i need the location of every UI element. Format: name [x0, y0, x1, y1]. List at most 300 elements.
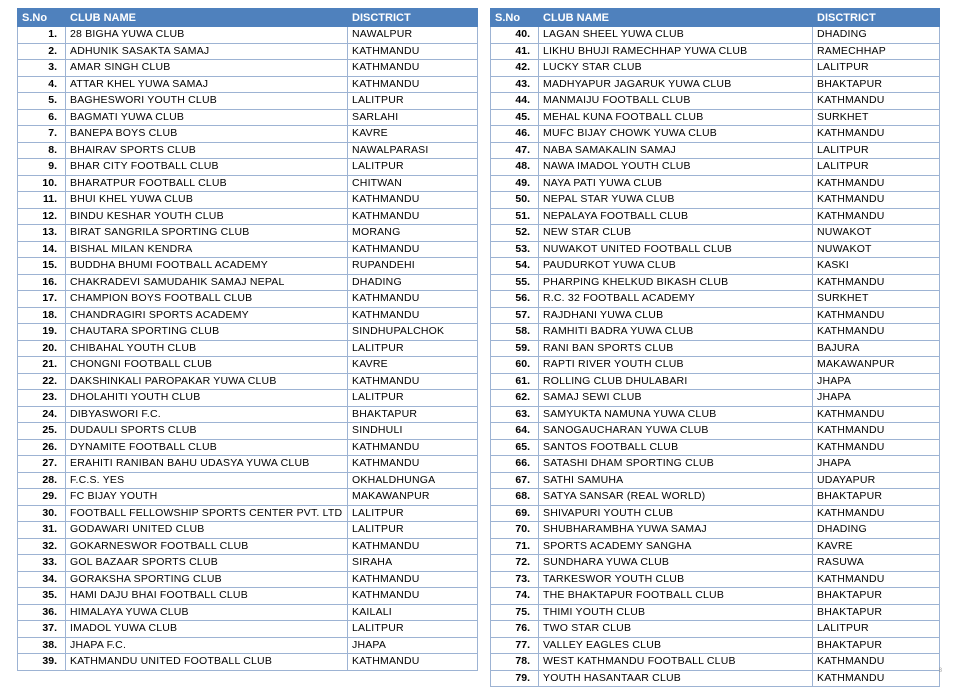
- table-row: [18, 505, 478, 522]
- table-row: [491, 27, 940, 44]
- row-club-name: CHANDRAGIRI SPORTS ACADEMY: [66, 307, 348, 324]
- row-district: KATHMANDU: [813, 324, 940, 341]
- row-district: SINDHUPALCHOK: [348, 324, 478, 341]
- row-club-name: BIRAT SANGRILA SPORTING CLUB: [66, 225, 348, 242]
- table-row: [18, 588, 478, 605]
- row-club-name: BHAR CITY FOOTBALL CLUB: [66, 159, 348, 176]
- row-district: KATHMANDU: [348, 571, 478, 588]
- row-club-name: MUFC BIJAY CHOWK YUWA CLUB: [539, 126, 813, 143]
- row-sno: 16.: [18, 274, 66, 291]
- table-row: [491, 225, 940, 242]
- row-district: KATHMANDU: [813, 192, 940, 209]
- row-club-name: SATYA SANSAR (REAL WORLD): [539, 489, 813, 506]
- row-sno: 74.: [491, 588, 539, 605]
- row-sno: 52.: [491, 225, 539, 242]
- row-sno: 57.: [491, 307, 539, 324]
- row-club-name: IMADOL YUWA CLUB: [66, 621, 348, 638]
- table-row: [18, 538, 478, 555]
- row-sno: 76.: [491, 621, 539, 638]
- row-district: KATHMANDU: [348, 456, 478, 473]
- row-district: KATHMANDU: [348, 76, 478, 93]
- row-sno: 39.: [18, 654, 66, 671]
- table-row: [18, 489, 478, 506]
- row-district: KATHMANDU: [813, 307, 940, 324]
- row-club-name: THE BHAKTAPUR FOOTBALL CLUB: [539, 588, 813, 605]
- row-club-name: HIMALAYA YUWA CLUB: [66, 604, 348, 621]
- table-row: [18, 192, 478, 209]
- row-club-name: NAWA IMADOL YOUTH CLUB: [539, 159, 813, 176]
- header-sno: S.No: [491, 9, 539, 27]
- table-row: [18, 27, 478, 44]
- row-sno: 73.: [491, 571, 539, 588]
- table-row: [18, 357, 478, 374]
- row-club-name: NEPAL STAR YUWA CLUB: [539, 192, 813, 209]
- row-district: KAVRE: [348, 126, 478, 143]
- row-sno: 50.: [491, 192, 539, 209]
- row-sno: 41.: [491, 43, 539, 60]
- row-district: NAWALPUR: [348, 27, 478, 44]
- row-club-name: BINDU KESHAR YOUTH CLUB: [66, 208, 348, 225]
- table-row: [491, 291, 940, 308]
- row-club-name: SHIVAPURI YOUTH CLUB: [539, 505, 813, 522]
- header-sno: S.No: [18, 9, 66, 27]
- table-row: [491, 621, 940, 638]
- row-sno: 43.: [491, 76, 539, 93]
- row-sno: 17.: [18, 291, 66, 308]
- row-sno: 51.: [491, 208, 539, 225]
- table-row: [18, 390, 478, 407]
- row-sno: 26.: [18, 439, 66, 456]
- row-district: MORANG: [348, 225, 478, 242]
- page-number: 8: [938, 668, 942, 674]
- table-row: [491, 604, 940, 621]
- table-row: [18, 439, 478, 456]
- row-sno: 77.: [491, 637, 539, 654]
- table-row: [491, 208, 940, 225]
- row-sno: 5.: [18, 93, 66, 110]
- row-club-name: DAKSHINKALI PAROPAKAR YUWA CLUB: [66, 373, 348, 390]
- row-club-name: BISHAL MILAN KENDRA: [66, 241, 348, 258]
- table-row: [18, 241, 478, 258]
- header-row: [18, 9, 478, 27]
- row-district: KATHMANDU: [813, 423, 940, 440]
- table-row: [18, 423, 478, 440]
- row-club-name: TWO STAR CLUB: [539, 621, 813, 638]
- row-district: KATHMANDU: [348, 241, 478, 258]
- row-district: SURKHET: [813, 109, 940, 126]
- row-club-name: CHIBAHAL YOUTH CLUB: [66, 340, 348, 357]
- table-row: [18, 76, 478, 93]
- row-district: LALITPUR: [348, 93, 478, 110]
- table-row: [18, 159, 478, 176]
- row-club-name: LUCKY STAR CLUB: [539, 60, 813, 77]
- row-sno: 36.: [18, 604, 66, 621]
- row-club-name: MEHAL KUNA FOOTBALL CLUB: [539, 109, 813, 126]
- row-district: KATHMANDU: [813, 505, 940, 522]
- row-sno: 14.: [18, 241, 66, 258]
- table-row: [18, 258, 478, 275]
- row-club-name: GOKARNESWOR FOOTBALL CLUB: [66, 538, 348, 555]
- row-district: KATHMANDU: [813, 175, 940, 192]
- row-club-name: ATTAR KHEL YUWA SAMAJ: [66, 76, 348, 93]
- row-district: KATHMANDU: [813, 670, 940, 687]
- row-district: BHAKTAPUR: [813, 588, 940, 605]
- row-club-name: F.C.S. YES: [66, 472, 348, 489]
- row-district: KATHMANDU: [813, 654, 940, 671]
- row-district: NUWAKOT: [813, 225, 940, 242]
- row-sno: 46.: [491, 126, 539, 143]
- row-district: JHAPA: [348, 637, 478, 654]
- row-sno: 40.: [491, 27, 539, 44]
- row-sno: 22.: [18, 373, 66, 390]
- row-club-name: PAUDURKOT YUWA CLUB: [539, 258, 813, 275]
- row-club-name: CHONGNI FOOTBALL CLUB: [66, 357, 348, 374]
- row-club-name: BHAIRAV SPORTS CLUB: [66, 142, 348, 159]
- row-sno: 78.: [491, 654, 539, 671]
- row-sno: 6.: [18, 109, 66, 126]
- header-district: DISCTRICT: [813, 9, 940, 27]
- table-row: [491, 439, 940, 456]
- row-district: KATHMANDU: [348, 439, 478, 456]
- table-row: [18, 472, 478, 489]
- row-sno: 56.: [491, 291, 539, 308]
- row-district: RUPANDEHI: [348, 258, 478, 275]
- row-district: LALITPUR: [348, 505, 478, 522]
- row-sno: 32.: [18, 538, 66, 555]
- row-sno: 66.: [491, 456, 539, 473]
- row-district: BHAKTAPUR: [813, 637, 940, 654]
- row-sno: 35.: [18, 588, 66, 605]
- row-district: KATHMANDU: [813, 274, 940, 291]
- table-row: [491, 357, 940, 374]
- row-sno: 63.: [491, 406, 539, 423]
- row-sno: 62.: [491, 390, 539, 407]
- row-club-name: ROLLING CLUB DHULABARI: [539, 373, 813, 390]
- row-district: LALITPUR: [348, 522, 478, 539]
- row-club-name: YOUTH HASANTAAR CLUB: [539, 670, 813, 687]
- table-row: [18, 175, 478, 192]
- row-club-name: 28 BIGHA YUWA CLUB: [66, 27, 348, 44]
- row-district: LALITPUR: [813, 142, 940, 159]
- table-row: [491, 175, 940, 192]
- row-club-name: BAGMATI YUWA CLUB: [66, 109, 348, 126]
- row-sno: 24.: [18, 406, 66, 423]
- row-district: KATHMANDU: [813, 208, 940, 225]
- row-sno: 15.: [18, 258, 66, 275]
- row-club-name: CHAMPION BOYS FOOTBALL CLUB: [66, 291, 348, 308]
- row-club-name: DYNAMITE FOOTBALL CLUB: [66, 439, 348, 456]
- row-district: KAILALI: [348, 604, 478, 621]
- row-sno: 31.: [18, 522, 66, 539]
- row-club-name: BHARATPUR FOOTBALL CLUB: [66, 175, 348, 192]
- row-district: BAJURA: [813, 340, 940, 357]
- row-sno: 12.: [18, 208, 66, 225]
- row-district: SINDHULI: [348, 423, 478, 440]
- row-club-name: SATHI SAMUHA: [539, 472, 813, 489]
- row-sno: 38.: [18, 637, 66, 654]
- row-sno: 75.: [491, 604, 539, 621]
- row-sno: 49.: [491, 175, 539, 192]
- row-sno: 67.: [491, 472, 539, 489]
- table-row: [18, 291, 478, 308]
- row-district: RAMECHHAP: [813, 43, 940, 60]
- table-row: [18, 522, 478, 539]
- table-row: [491, 258, 940, 275]
- row-sno: 72.: [491, 555, 539, 572]
- table-row: [491, 571, 940, 588]
- table-row: [18, 274, 478, 291]
- row-club-name: ERAHITI RANIBAN BAHU UDASYA YUWA CLUB: [66, 456, 348, 473]
- club-table-left: [17, 8, 478, 671]
- table-row: [18, 142, 478, 159]
- table-row: [491, 159, 940, 176]
- row-sno: 20.: [18, 340, 66, 357]
- row-club-name: NUWAKOT UNITED FOOTBALL CLUB: [539, 241, 813, 258]
- row-district: JHAPA: [813, 390, 940, 407]
- row-district: LALITPUR: [348, 159, 478, 176]
- table-row: [491, 505, 940, 522]
- row-club-name: LIKHU BHUJI RAMECHHAP YUWA CLUB: [539, 43, 813, 60]
- row-sno: 9.: [18, 159, 66, 176]
- table-row: [491, 142, 940, 159]
- row-district: KATHMANDU: [813, 439, 940, 456]
- row-district: KATHMANDU: [348, 307, 478, 324]
- table-row: [491, 324, 940, 341]
- row-club-name: MANMAIJU FOOTBALL CLUB: [539, 93, 813, 110]
- row-sno: 68.: [491, 489, 539, 506]
- row-sno: 44.: [491, 93, 539, 110]
- row-sno: 7.: [18, 126, 66, 143]
- row-district: KATHMANDU: [348, 373, 478, 390]
- row-sno: 55.: [491, 274, 539, 291]
- table-row: [18, 456, 478, 473]
- row-district: LALITPUR: [813, 60, 940, 77]
- row-sno: 65.: [491, 439, 539, 456]
- table-row: [491, 274, 940, 291]
- table-row: [491, 456, 940, 473]
- table-row: [18, 307, 478, 324]
- table-row: [491, 126, 940, 143]
- row-sno: 48.: [491, 159, 539, 176]
- row-club-name: TARKESWOR YOUTH CLUB: [539, 571, 813, 588]
- row-sno: 53.: [491, 241, 539, 258]
- row-district: DHADING: [813, 522, 940, 539]
- row-club-name: RAMHITI BADRA YUWA CLUB: [539, 324, 813, 341]
- row-club-name: BHUI KHEL YUWA CLUB: [66, 192, 348, 209]
- row-sno: 4.: [18, 76, 66, 93]
- row-sno: 37.: [18, 621, 66, 638]
- row-sno: 23.: [18, 390, 66, 407]
- row-district: MAKAWANPUR: [348, 489, 478, 506]
- row-district: NUWAKOT: [813, 241, 940, 258]
- row-sno: 47.: [491, 142, 539, 159]
- row-club-name: SAMYUKTA NAMUNA YUWA CLUB: [539, 406, 813, 423]
- row-district: KATHMANDU: [348, 43, 478, 60]
- row-district: KATHMANDU: [348, 588, 478, 605]
- row-district: BHAKTAPUR: [348, 406, 478, 423]
- table-row: [18, 621, 478, 638]
- table-row: [491, 555, 940, 572]
- row-club-name: CHAUTARA SPORTING CLUB: [66, 324, 348, 341]
- row-sno: 11.: [18, 192, 66, 209]
- table-row: [491, 340, 940, 357]
- row-district: RASUWA: [813, 555, 940, 572]
- table-row: [18, 93, 478, 110]
- table-row: [491, 406, 940, 423]
- table-row: [18, 340, 478, 357]
- table-row: [18, 43, 478, 60]
- row-sno: 2.: [18, 43, 66, 60]
- row-sno: 13.: [18, 225, 66, 242]
- table-row: [491, 472, 940, 489]
- row-district: BHAKTAPUR: [813, 604, 940, 621]
- row-district: KATHMANDU: [813, 571, 940, 588]
- row-club-name: GOL BAZAAR SPORTS CLUB: [66, 555, 348, 572]
- row-sno: 70.: [491, 522, 539, 539]
- row-club-name: SANOGAUCHARAN YUWA CLUB: [539, 423, 813, 440]
- table-row: [18, 208, 478, 225]
- row-district: SURKHET: [813, 291, 940, 308]
- row-club-name: RANI BAN SPORTS CLUB: [539, 340, 813, 357]
- table-row: [18, 126, 478, 143]
- row-sno: 45.: [491, 109, 539, 126]
- row-club-name: R.C. 32 FOOTBALL ACADEMY: [539, 291, 813, 308]
- table-row: [491, 588, 940, 605]
- table-row: [491, 390, 940, 407]
- row-club-name: GORAKSHA SPORTING CLUB: [66, 571, 348, 588]
- row-sno: 29.: [18, 489, 66, 506]
- row-district: KAVRE: [813, 538, 940, 555]
- table-row: [18, 109, 478, 126]
- table-row: [491, 670, 940, 687]
- table-row: [491, 43, 940, 60]
- row-club-name: JHAPA F.C.: [66, 637, 348, 654]
- row-club-name: GODAWARI UNITED CLUB: [66, 522, 348, 539]
- row-district: KATHMANDU: [348, 192, 478, 209]
- row-club-name: BAGHESWORI YOUTH CLUB: [66, 93, 348, 110]
- row-club-name: SANTOS FOOTBALL CLUB: [539, 439, 813, 456]
- row-club-name: KATHMANDU UNITED FOOTBALL CLUB: [66, 654, 348, 671]
- row-sno: 79.: [491, 670, 539, 687]
- table-row: [491, 76, 940, 93]
- row-club-name: SATASHI DHAM SPORTING CLUB: [539, 456, 813, 473]
- row-district: BHAKTAPUR: [813, 76, 940, 93]
- row-sno: 25.: [18, 423, 66, 440]
- header-club-name: CLUB NAME: [539, 9, 813, 27]
- table-row: [491, 538, 940, 555]
- row-sno: 61.: [491, 373, 539, 390]
- row-district: NAWALPARASI: [348, 142, 478, 159]
- header-row: [491, 9, 940, 27]
- header-club-name: CLUB NAME: [66, 9, 348, 27]
- table-row: [18, 406, 478, 423]
- row-club-name: VALLEY EAGLES CLUB: [539, 637, 813, 654]
- header-district: DISCTRICT: [348, 9, 478, 27]
- table-row: [491, 522, 940, 539]
- row-district: LALITPUR: [348, 390, 478, 407]
- row-club-name: THIMI YOUTH CLUB: [539, 604, 813, 621]
- row-sno: 60.: [491, 357, 539, 374]
- row-club-name: MADHYAPUR JAGARUK YUWA CLUB: [539, 76, 813, 93]
- row-district: MAKAWANPUR: [813, 357, 940, 374]
- row-district: KAVRE: [348, 357, 478, 374]
- row-club-name: RAJDHANI YUWA CLUB: [539, 307, 813, 324]
- row-district: DHADING: [348, 274, 478, 291]
- table-row: [18, 604, 478, 621]
- row-district: KASKI: [813, 258, 940, 275]
- table-row: [18, 225, 478, 242]
- row-district: KATHMANDU: [813, 406, 940, 423]
- row-club-name: SPORTS ACADEMY SANGHA: [539, 538, 813, 555]
- table-row: [491, 637, 940, 654]
- table-row: [491, 241, 940, 258]
- row-sno: 18.: [18, 307, 66, 324]
- row-district: LALITPUR: [813, 621, 940, 638]
- row-club-name: AMAR SINGH CLUB: [66, 60, 348, 77]
- row-club-name: BUDDHA BHUMI FOOTBALL ACADEMY: [66, 258, 348, 275]
- table-row: [491, 423, 940, 440]
- row-club-name: LAGAN SHEEL YUWA CLUB: [539, 27, 813, 44]
- row-sno: 27.: [18, 456, 66, 473]
- table-row: [491, 192, 940, 209]
- table-row: [491, 489, 940, 506]
- table-row: [18, 654, 478, 671]
- row-club-name: NAYA PATI YUWA CLUB: [539, 175, 813, 192]
- table-row: [18, 555, 478, 572]
- row-club-name: FC BIJAY YOUTH: [66, 489, 348, 506]
- row-club-name: BANEPA BOYS CLUB: [66, 126, 348, 143]
- row-district: JHAPA: [813, 373, 940, 390]
- row-sno: 71.: [491, 538, 539, 555]
- row-district: KATHMANDU: [348, 654, 478, 671]
- table-row: [491, 109, 940, 126]
- row-district: JHAPA: [813, 456, 940, 473]
- row-sno: 1.: [18, 27, 66, 44]
- row-sno: 3.: [18, 60, 66, 77]
- table-row: [491, 654, 940, 671]
- row-district: BHAKTAPUR: [813, 489, 940, 506]
- row-club-name: WEST KATHMANDU FOOTBALL CLUB: [539, 654, 813, 671]
- table-row: [18, 324, 478, 341]
- row-club-name: DHOLAHITI YOUTH CLUB: [66, 390, 348, 407]
- row-district: UDAYAPUR: [813, 472, 940, 489]
- table-row: [18, 637, 478, 654]
- row-district: KATHMANDU: [348, 291, 478, 308]
- row-district: OKHALDHUNGA: [348, 472, 478, 489]
- row-sno: 30.: [18, 505, 66, 522]
- table-row: [18, 373, 478, 390]
- row-club-name: NEPALAYA FOOTBALL CLUB: [539, 208, 813, 225]
- row-sno: 54.: [491, 258, 539, 275]
- row-club-name: NEW STAR CLUB: [539, 225, 813, 242]
- row-district: KATHMANDU: [813, 93, 940, 110]
- row-sno: 59.: [491, 340, 539, 357]
- row-sno: 69.: [491, 505, 539, 522]
- row-club-name: FOOTBALL FELLOWSHIP SPORTS CENTER PVT. LTD: [66, 505, 348, 522]
- row-sno: 64.: [491, 423, 539, 440]
- row-district: KATHMANDU: [348, 538, 478, 555]
- row-sno: 21.: [18, 357, 66, 374]
- table-row: [18, 60, 478, 77]
- row-club-name: DIBYASWORI F.C.: [66, 406, 348, 423]
- row-sno: 28.: [18, 472, 66, 489]
- row-district: LALITPUR: [813, 159, 940, 176]
- row-club-name: NABA SAMAKALIN SAMAJ: [539, 142, 813, 159]
- row-district: DHADING: [813, 27, 940, 44]
- row-club-name: PHARPING KHELKUD BIKASH CLUB: [539, 274, 813, 291]
- row-sno: 34.: [18, 571, 66, 588]
- table-row: [491, 60, 940, 77]
